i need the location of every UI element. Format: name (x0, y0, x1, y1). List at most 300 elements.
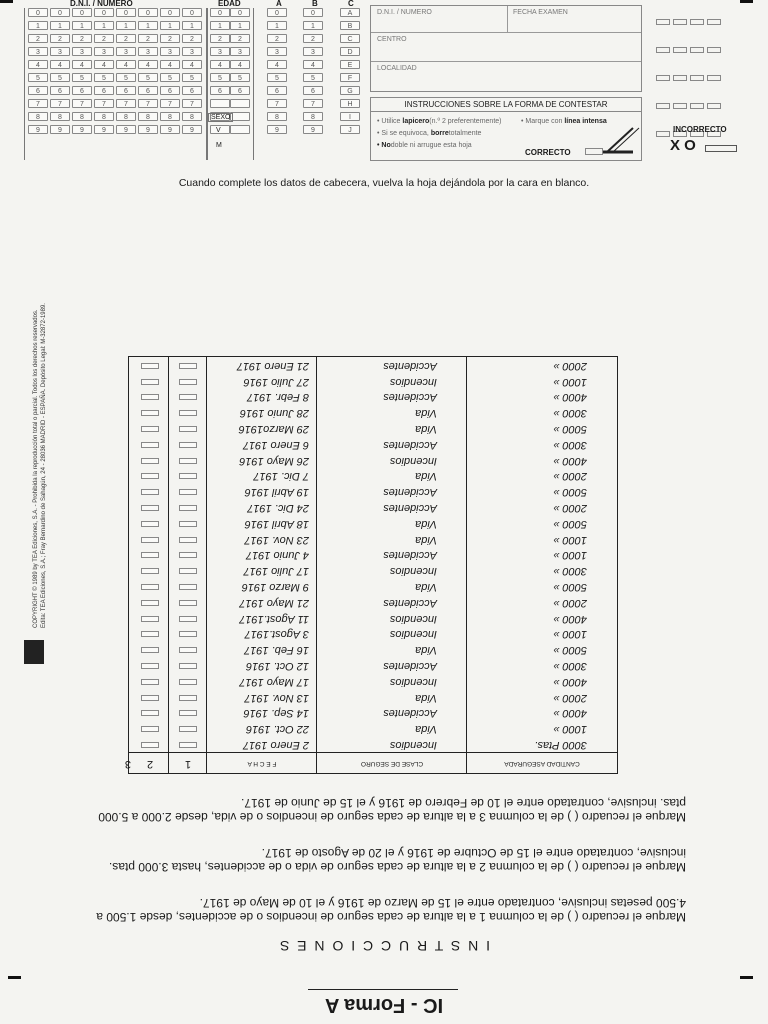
bubble-column-a (267, 8, 287, 138)
cantidad-cell: 4000 » (553, 391, 587, 404)
answer-bubble[interactable]: 0 (210, 8, 230, 17)
instructions-heading: I N S T R U C C I O N E S (277, 938, 491, 954)
fecha-cell: 24 Dic. 1917 (247, 502, 309, 515)
fecha-cell: 29 Marzo1916 (238, 423, 309, 436)
clase-cell: Accidentes (383, 359, 437, 372)
answer-checkbox-1[interactable] (179, 679, 197, 685)
fecha-cell: 21 Mayo 1917 (239, 596, 309, 609)
answer-bubble[interactable]: 3 (50, 47, 70, 56)
timing-mark (740, 0, 753, 3)
answer-checkbox-2[interactable] (141, 616, 159, 622)
answer-checkbox-2[interactable] (141, 537, 159, 543)
answer-bubble[interactable]: 0 (72, 8, 92, 17)
answer-bubble[interactable]: 6 (303, 86, 323, 95)
answer-bubble[interactable]: 8 (50, 112, 70, 121)
answer-checkbox-2[interactable] (141, 458, 159, 464)
dni-field-label: D.N.I. / NUMERO (377, 9, 432, 16)
answer-bubble[interactable]: 1 (267, 21, 287, 30)
answer-bubble[interactable]: 3 (28, 47, 48, 56)
answer-bubble[interactable] (210, 99, 230, 108)
answer-bubble[interactable]: 9 (28, 125, 48, 134)
header-cantidad: CANTIDAD ASEGURADA (504, 760, 580, 767)
answer-checkbox-1[interactable] (179, 363, 197, 369)
bubble-column-dni (94, 8, 114, 138)
answer-bubble[interactable]: 9 (160, 125, 180, 134)
answer-bubble[interactable]: 1 (72, 21, 92, 30)
answer-bubble[interactable]: 7 (116, 99, 136, 108)
table-row (129, 720, 617, 736)
answer-checkbox-2[interactable] (141, 379, 159, 385)
cantidad-cell: 5000 » (553, 581, 587, 594)
answer-bubble[interactable]: 4 (267, 60, 287, 69)
fecha-cell: 17 Julio 1917 (243, 565, 309, 578)
fecha-cell: 26 Mayo 1916 (239, 454, 309, 467)
answer-bubble[interactable]: 1 (182, 21, 202, 30)
answer-bubble[interactable]: 3 (230, 47, 250, 56)
instruction-1: Marque el recuadro ( ) de la columna 1 a la altura de cada seguro de incendios o de accidentes, desde 1.500 a 4.500 pesetas inclusive, contratado entre el 15 de Marzo de 1916 y el 10 de Mayo de 1917. (96, 896, 686, 924)
bubble-column-dni (138, 8, 158, 138)
answer-bubble[interactable]: F (340, 73, 360, 82)
answer-bubble[interactable]: 5 (116, 73, 136, 82)
side-bubbles (656, 12, 724, 142)
answer-bubble[interactable]: 3 (210, 47, 230, 56)
answer-checkbox-2[interactable] (141, 568, 159, 574)
answer-checkbox-2[interactable] (141, 695, 159, 701)
incorrect-sample: X O (670, 137, 696, 154)
answer-bubble[interactable]: 8 (182, 112, 202, 121)
upside-down-section (0, 240, 768, 1024)
localidad-field[interactable] (371, 62, 641, 90)
table-row (129, 389, 617, 405)
answer-bubble[interactable]: 3 (94, 47, 114, 56)
table-row (129, 499, 617, 515)
pencil-icon (603, 122, 643, 156)
cantidad-cell: 4000 » (553, 675, 587, 688)
fecha-cell: 18 Abril 1916 (244, 517, 309, 530)
header-form (370, 5, 642, 92)
answer-bubble[interactable]: 4 (210, 60, 230, 69)
answer-bubble[interactable]: 4 (50, 60, 70, 69)
answer-bubble[interactable]: 4 (72, 60, 92, 69)
clase-cell: Vida (415, 470, 437, 483)
answer-bubble[interactable]: 6 (230, 86, 250, 95)
clase-cell: Vida (415, 691, 437, 704)
answer-checkbox-2[interactable] (141, 647, 159, 653)
answer-checkbox-2[interactable] (141, 631, 159, 637)
answer-bubble[interactable]: 6 (210, 86, 230, 95)
answer-bubble[interactable]: 3 (303, 47, 323, 56)
table-row (129, 689, 617, 705)
fecha-cell: 4 Junio 1917 (246, 549, 309, 562)
answer-bubble[interactable]: H (340, 99, 360, 108)
answer-bubble[interactable]: 0 (160, 8, 180, 17)
cantidad-cell: 5000 » (553, 486, 587, 499)
clase-cell: Accidentes (383, 596, 437, 609)
answer-bubble[interactable]: 5 (72, 73, 92, 82)
answer-checkbox-1[interactable] (179, 442, 197, 448)
answer-bubble[interactable]: 9 (303, 125, 323, 134)
bubble-column-dni (50, 8, 70, 138)
answer-bubble[interactable]: 5 (210, 73, 230, 82)
answer-bubble[interactable] (230, 99, 250, 108)
header-clase: CLASE DE SEGURO (360, 760, 424, 767)
answer-checkbox-1[interactable] (179, 742, 197, 748)
cantidad-cell: 3000 » (553, 438, 587, 451)
answer-bubble[interactable]: 6 (182, 86, 202, 95)
answer-bubble[interactable]: 7 (72, 99, 92, 108)
bubble-column-dni (182, 8, 202, 138)
answer-checkbox-1[interactable] (179, 394, 197, 400)
centro-field-label: CENTRO (377, 36, 407, 43)
answer-checkbox-2[interactable] (141, 726, 159, 732)
clase-cell: Vida (415, 533, 437, 546)
answer-checkbox-2[interactable] (141, 679, 159, 685)
answer-bubble[interactable]: 8 (267, 112, 287, 121)
instruction-3: Marque el recuadro ( ) de la columna 3 a la altura de cada seguro de incendios o de vida, desde 2.000 a 5.000 ptas. inclusive, contratado entre el 10 de Febrero de 1916 y el 15 de Junio de 1917. (98, 796, 686, 824)
answer-bubble[interactable]: 6 (28, 86, 48, 95)
answer-bubble[interactable]: 7 (267, 99, 287, 108)
bubble-column-dni (28, 8, 48, 138)
answer-checkbox-2[interactable] (141, 663, 159, 669)
answer-checkbox-2[interactable] (141, 552, 159, 558)
answer-checkbox-2[interactable] (141, 710, 159, 716)
instruction-2: Marque el recuadro ( ) de la columna 2 a la altura de cada seguro de vida o de accidentes, hasta 3.000 ptas. inclusive, contratado entre el 15 de Octubre de 1916 y el 20 de Agosto de 1917. (108, 846, 686, 874)
answer-bubble[interactable]: 5 (230, 73, 250, 82)
answer-bubble[interactable]: 6 (267, 86, 287, 95)
answer-bubble[interactable]: 2 (160, 34, 180, 43)
answer-checkbox-1[interactable] (179, 647, 197, 653)
cantidad-cell: 3000 » (553, 660, 587, 673)
clase-cell: Accidentes (383, 502, 437, 515)
cantidad-cell: 1000 » (553, 375, 587, 388)
answer-bubble[interactable]: J (340, 125, 360, 134)
answer-checkbox-1[interactable] (179, 410, 197, 416)
answer-bubble[interactable]: 5 (267, 73, 287, 82)
edad-header: EDAD (218, 0, 241, 8)
answer-bubble[interactable]: B (340, 21, 360, 30)
answer-checkbox-1[interactable] (179, 568, 197, 574)
answer-bubble[interactable]: 8 (94, 112, 114, 121)
answer-bubble[interactable]: 8 (138, 112, 158, 121)
answer-bubble[interactable]: 4 (303, 60, 323, 69)
sexo-v-bubble[interactable]: V (216, 127, 221, 134)
answer-bubble[interactable]: 4 (160, 60, 180, 69)
answer-bubble[interactable]: 4 (230, 60, 250, 69)
answer-bubble[interactable]: 6 (138, 86, 158, 95)
answer-bubble[interactable]: 2 (182, 34, 202, 43)
fecha-cell: 9 Marzo 1916 (241, 581, 309, 594)
table-row (129, 594, 617, 610)
answer-checkbox-2[interactable] (141, 442, 159, 448)
answer-bubble[interactable]: 3 (182, 47, 202, 56)
answer-bubble[interactable]: 7 (160, 99, 180, 108)
clase-cell: Vida (415, 407, 437, 420)
header-col-2: 2 (146, 758, 154, 770)
answer-bubble[interactable]: E (340, 60, 360, 69)
correct-sample-box (585, 148, 603, 155)
table-row (129, 562, 617, 578)
answer-bubble[interactable]: 5 (28, 73, 48, 82)
answer-checkbox-1[interactable] (179, 379, 197, 385)
incorrect-sample-box (705, 145, 737, 152)
answer-bubble[interactable]: 0 (50, 8, 70, 17)
answer-checkbox-2[interactable] (141, 394, 159, 400)
answer-bubble[interactable]: 3 (116, 47, 136, 56)
answer-bubble[interactable]: 5 (160, 73, 180, 82)
form-title: IC - Forma A (324, 994, 444, 1016)
answer-checkbox-1[interactable] (179, 458, 197, 464)
cantidad-cell: 1000 » (553, 628, 587, 641)
answer-checkbox-1[interactable] (179, 695, 197, 701)
answer-bubble[interactable]: 2 (303, 34, 323, 43)
answer-bubble[interactable]: 2 (138, 34, 158, 43)
table-row (129, 736, 617, 752)
answer-bubble[interactable]: 7 (94, 99, 114, 108)
table-header (124, 752, 617, 773)
cantidad-cell: 4000 » (553, 454, 587, 467)
fecha-cell: 14 Sep. 1916 (243, 707, 309, 720)
fecha-cell: 21 Enero 1917 (236, 359, 309, 372)
answer-bubble[interactable]: 6 (94, 86, 114, 95)
insurance-table (124, 356, 618, 774)
clase-cell: Incendios (389, 612, 437, 625)
fecha-cell: 8 Febr. 1917 (247, 391, 309, 404)
inst-line-3: • Nodoble ni arrugue esta hoja (377, 142, 472, 149)
fecha-cell: 11 Agost.1917 (239, 612, 309, 625)
answer-bubble[interactable]: 7 (50, 99, 70, 108)
answer-bubble[interactable]: 0 (138, 8, 158, 17)
answer-bubble[interactable]: A (340, 8, 360, 17)
answer-bubble[interactable]: 1 (210, 21, 230, 30)
answer-bubble[interactable]: 9 (267, 125, 287, 134)
answer-checkbox-2[interactable] (141, 521, 159, 527)
copyright-text: COPYRIGHT © 1989 by TEA Ediciones, S.A. - Prohibida la reproducción total o parcial. Todos los derechos reservados. Edita: TEA Ediciones, S.A.; Fray Bernardino de Sahagún, 24 - 28036 MADRID - ESPAÑA. Depósito Legal: M-32872-1989. (33, 303, 47, 628)
answer-bubble[interactable]: 2 (94, 34, 114, 43)
fecha-cell: 19 Abril 1916 (244, 486, 309, 499)
answer-checkbox-1[interactable] (179, 616, 197, 622)
answer-bubble[interactable]: 8 (160, 112, 180, 121)
answer-bubble[interactable]: 7 (303, 99, 323, 108)
answer-bubble[interactable]: 6 (50, 86, 70, 95)
answer-bubble[interactable]: 8 (28, 112, 48, 121)
answer-bubble[interactable]: 5 (182, 73, 202, 82)
correcto-label: CORRECTO (525, 148, 571, 157)
cantidad-cell: 2000 » (553, 470, 587, 483)
answer-bubble[interactable]: C (340, 34, 360, 43)
answer-checkbox-1[interactable] (179, 631, 197, 637)
cantidad-cell: 1000 » (553, 549, 587, 562)
cantidad-cell: 1000 » (553, 533, 587, 546)
bubble-column-b (303, 8, 323, 138)
fecha-cell: 17 Mayo 1917 (239, 675, 309, 688)
col-b-header: B (312, 0, 318, 8)
cantidad-cell: 2000 » (553, 359, 587, 372)
answer-bubble[interactable]: 1 (230, 21, 250, 30)
answer-bubble[interactable]: 9 (50, 125, 70, 134)
answer-checkbox-2[interactable] (141, 600, 159, 606)
clase-cell: Vida (415, 423, 437, 436)
answer-bubble[interactable]: 0 (303, 8, 323, 17)
answer-checkbox-2[interactable] (141, 473, 159, 479)
cantidad-cell: 3000 » (553, 407, 587, 420)
answer-bubble[interactable]: 2 (210, 34, 230, 43)
answer-bubble[interactable]: 3 (160, 47, 180, 56)
answer-bubble[interactable]: 9 (116, 125, 136, 134)
answer-bubble[interactable]: 1 (160, 21, 180, 30)
answer-checkbox-2[interactable] (141, 742, 159, 748)
answer-bubble[interactable]: 2 (267, 34, 287, 43)
answer-checkbox-1[interactable] (179, 505, 197, 511)
answer-checkbox-1[interactable] (179, 473, 197, 479)
table-row (129, 515, 617, 531)
answer-bubble[interactable]: 6 (160, 86, 180, 95)
answer-bubble[interactable]: 8 (303, 112, 323, 121)
inst-line-2: • Si se equivoca, borretotalmente (377, 130, 482, 137)
answer-bubble[interactable]: 1 (303, 21, 323, 30)
clase-cell: Incendios (389, 375, 437, 388)
answer-bubble[interactable]: 4 (94, 60, 114, 69)
answer-bubble[interactable]: 4 (182, 60, 202, 69)
bubble-column-c (340, 8, 360, 138)
answer-checkbox-2[interactable] (141, 426, 159, 432)
sexo-m-bubble[interactable]: M (216, 142, 222, 149)
cantidad-cell: 4000 » (553, 707, 587, 720)
table-body (129, 357, 617, 752)
instructions-box (370, 97, 642, 161)
bubble-column-dni (116, 8, 136, 138)
answer-bubble[interactable]: 0 (230, 8, 250, 17)
fecha-cell: 23 Nov. 1917 (244, 533, 309, 546)
answer-bubble[interactable]: 1 (138, 21, 158, 30)
answer-bubble[interactable]: 4 (116, 60, 136, 69)
answer-checkbox-2[interactable] (141, 489, 159, 495)
clase-cell: Incendios (389, 675, 437, 688)
answer-bubble[interactable]: 7 (182, 99, 202, 108)
answer-bubble[interactable]: 1 (50, 21, 70, 30)
answer-bubble[interactable]: 4 (138, 60, 158, 69)
answer-bubble[interactable]: 9 (72, 125, 92, 134)
answer-bubble[interactable]: 6 (72, 86, 92, 95)
answer-bubble[interactable]: 2 (72, 34, 92, 43)
dni-field[interactable] (371, 6, 641, 33)
answer-bubble[interactable]: G (340, 86, 360, 95)
answer-checkbox-2[interactable] (141, 505, 159, 511)
cantidad-cell: 1000 » (553, 723, 587, 736)
answer-checkbox-1[interactable] (179, 552, 197, 558)
answer-bubble[interactable]: 2 (116, 34, 136, 43)
title-underline (308, 989, 458, 990)
answer-bubble[interactable]: 2 (28, 34, 48, 43)
answer-bubble[interactable]: 0 (28, 8, 48, 17)
answer-bubble[interactable]: 0 (267, 8, 287, 17)
table-row (129, 673, 617, 689)
answer-bubble[interactable] (230, 125, 250, 134)
timing-mark (0, 0, 13, 3)
notice-text: Cuando complete los datos de cabecera, vuelva la hoja dejándola por la cara en blanco. (178, 177, 590, 189)
answer-bubble[interactable]: I (340, 112, 360, 121)
table-row (129, 531, 617, 547)
answer-bubble[interactable]: 3 (138, 47, 158, 56)
instructions-title: INSTRUCCIONES SOBRE LA FORMA DE CONTESTAR (371, 100, 641, 112)
answer-bubble[interactable]: 3 (267, 47, 287, 56)
answer-checkbox-1[interactable] (179, 584, 197, 590)
cantidad-cell: 3000 » (553, 565, 587, 578)
answer-checkbox-1[interactable] (179, 489, 197, 495)
fecha-cell: 2 Enero 1917 (242, 739, 309, 751)
answer-bubble[interactable]: 5 (138, 73, 158, 82)
cantidad-cell: 5000 » (553, 423, 587, 436)
answer-checkbox-1[interactable] (179, 537, 197, 543)
answer-bubble[interactable]: 6 (116, 86, 136, 95)
answer-bubble[interactable]: 0 (116, 8, 136, 17)
answer-bubble[interactable]: 9 (138, 125, 158, 134)
table-row (129, 610, 617, 626)
answer-bubble[interactable]: 7 (138, 99, 158, 108)
answer-checkbox-1[interactable] (179, 521, 197, 527)
answer-checkbox-1[interactable] (179, 426, 197, 432)
answer-bubble[interactable]: 2 (230, 34, 250, 43)
col-c-header: C (348, 0, 354, 8)
answer-bubble[interactable]: 2 (50, 34, 70, 43)
answer-bubble[interactable]: 9 (182, 125, 202, 134)
inst-line-4: • Marque con línea intensa (521, 118, 607, 125)
table-row (129, 641, 617, 657)
clase-cell: Vida (415, 723, 437, 736)
table-row (129, 404, 617, 420)
table-row (129, 373, 617, 389)
answer-checkbox-1[interactable] (179, 600, 197, 606)
answer-bubble[interactable]: 5 (50, 73, 70, 82)
inst-line-1: • Utilice lapicero(n.º 2 preferentemente) (377, 118, 502, 125)
answer-bubble[interactable]: 5 (303, 73, 323, 82)
answer-bubble[interactable]: 7 (28, 99, 48, 108)
answer-bubble[interactable]: 9 (94, 125, 114, 134)
answer-bubble[interactable]: 0 (94, 8, 114, 17)
answer-bubble[interactable]: D (340, 47, 360, 56)
answer-checkbox-2[interactable] (141, 410, 159, 416)
answer-checkbox-1[interactable] (179, 726, 197, 732)
centro-field[interactable] (371, 33, 641, 62)
answer-checkbox-1[interactable] (179, 663, 197, 669)
fecha-cell: 3 Agost.1917 (244, 628, 309, 641)
clase-cell: Incendios (389, 628, 437, 641)
answer-checkbox-1[interactable] (179, 710, 197, 716)
answer-checkbox-2[interactable] (141, 363, 159, 369)
fecha-cell: 6 Enero 1917 (242, 438, 309, 451)
header-col-1: 1 (184, 758, 192, 770)
cantidad-cell: 2000 » (553, 502, 587, 515)
clase-cell: Accidentes (383, 707, 437, 720)
answer-bubble[interactable]: 1 (116, 21, 136, 30)
answer-bubble[interactable]: 5 (94, 73, 114, 82)
cantidad-cell: 5000 » (553, 517, 587, 530)
answer-bubble[interactable]: 4 (28, 60, 48, 69)
bubble-column-dni (160, 8, 180, 138)
clase-cell: Incendios (389, 454, 437, 467)
fecha-cell: 7 Dic. 1917 (253, 470, 309, 483)
fecha-field-label: FECHA EXAMEN (513, 9, 568, 16)
table-row (129, 547, 617, 563)
answer-bubble[interactable]: 8 (116, 112, 136, 121)
answer-bubble[interactable]: 1 (94, 21, 114, 30)
answer-bubble[interactable]: 3 (72, 47, 92, 56)
answer-bubble[interactable]: 0 (182, 8, 202, 17)
table-row (129, 657, 617, 673)
answer-checkbox-2[interactable] (141, 584, 159, 590)
incorrecto-label: INCORRECTO (673, 125, 727, 134)
answer-bubble[interactable]: 8 (72, 112, 92, 121)
answer-bubble[interactable]: 1 (28, 21, 48, 30)
